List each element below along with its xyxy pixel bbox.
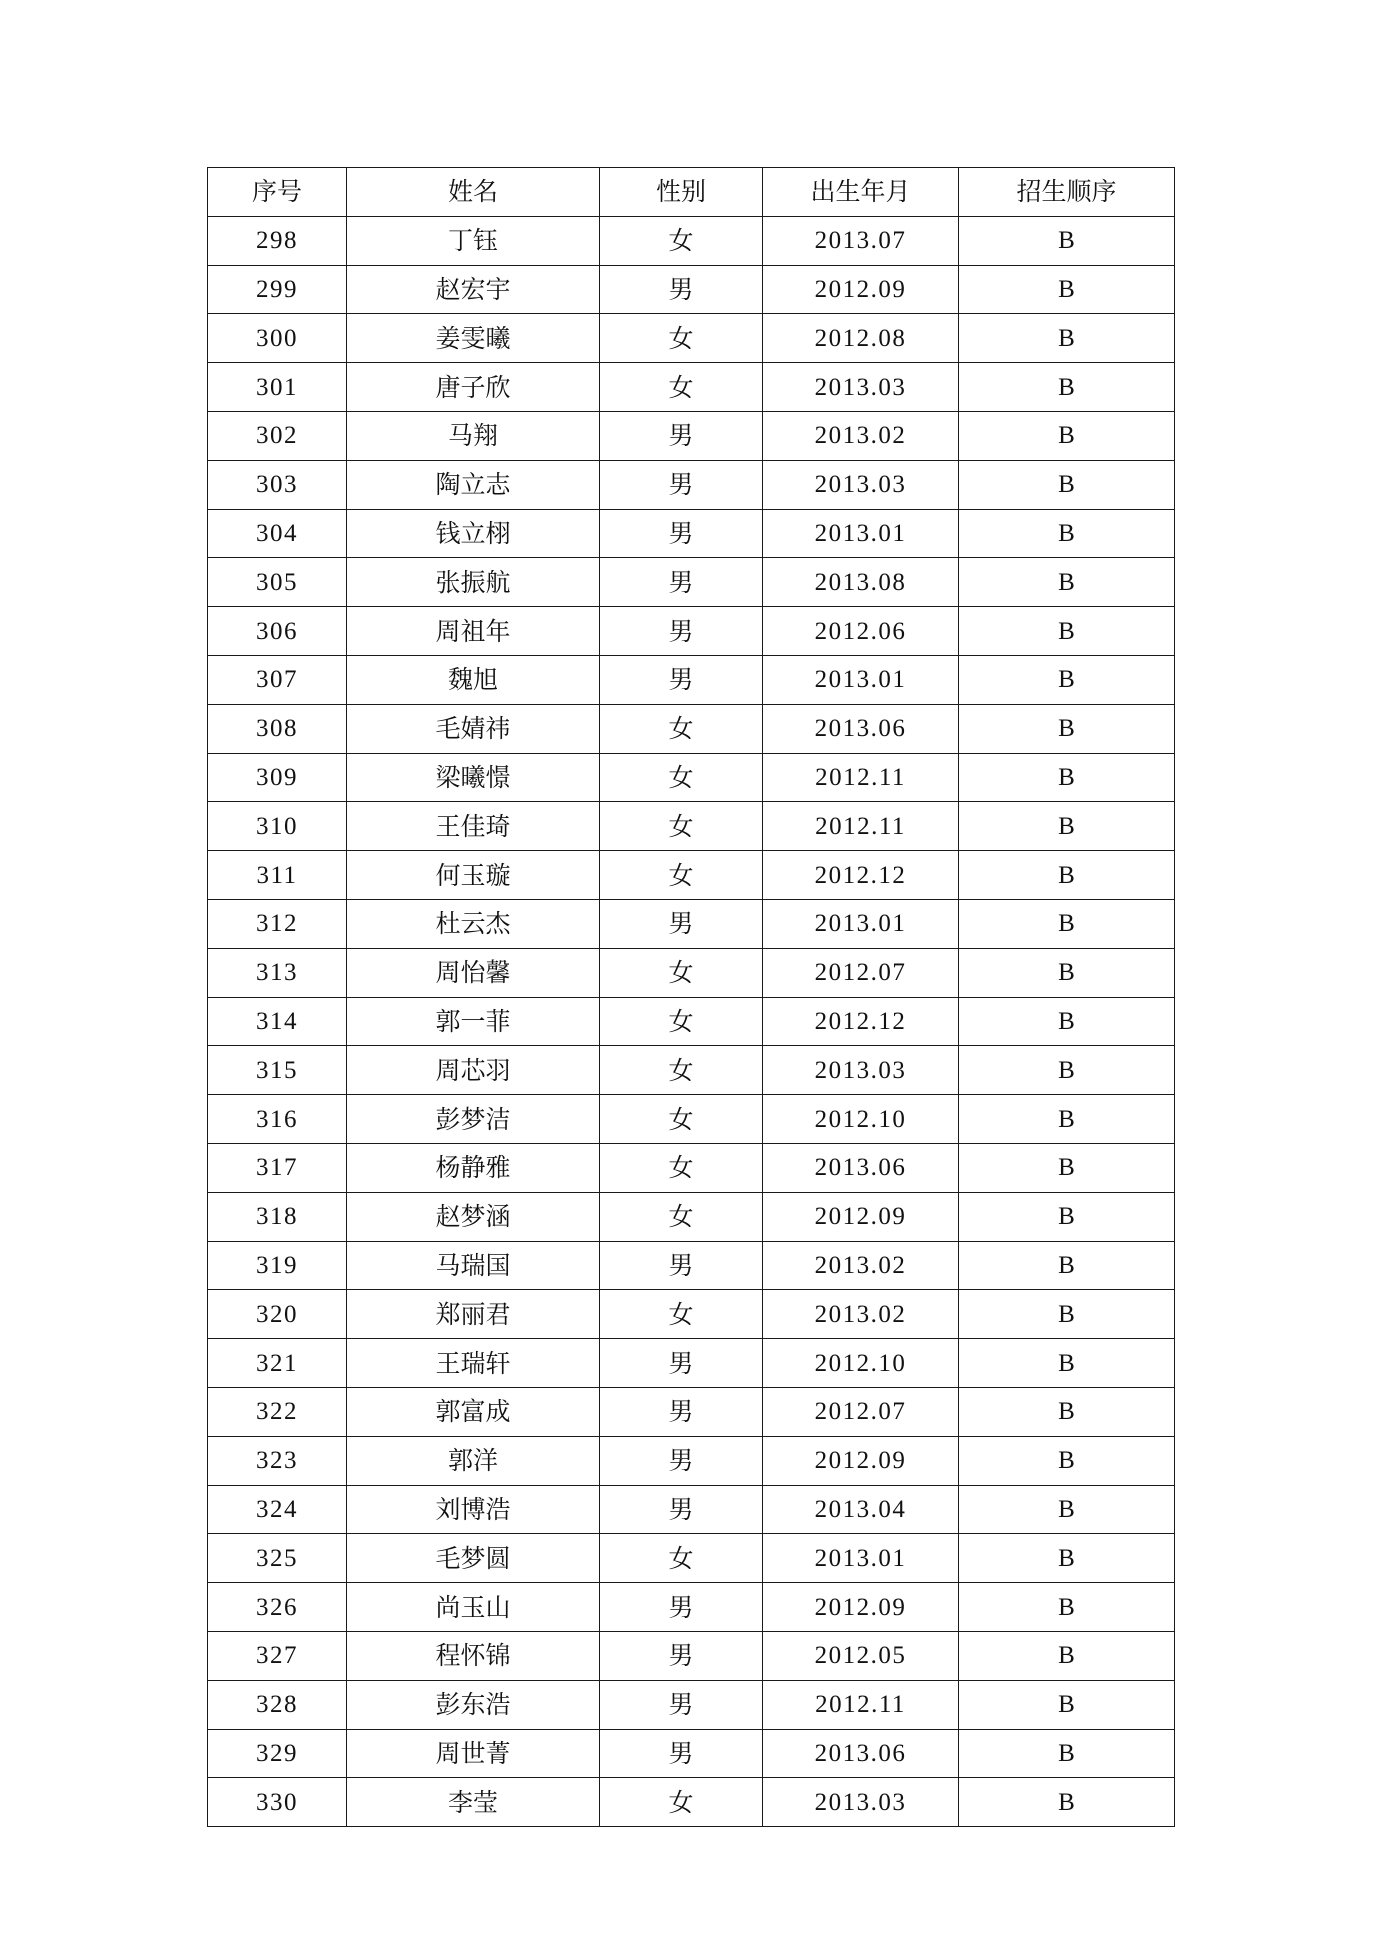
serial-number-cell: 315 <box>208 1046 347 1095</box>
name-cell: 杨静雅 <box>347 1143 600 1192</box>
table-row <box>208 1192 1175 1241</box>
birth-month-cell: 2012.12 <box>763 851 959 900</box>
serial-number-cell: 309 <box>208 753 347 802</box>
serial-number-cell: 319 <box>208 1241 347 1290</box>
name-cell: 梁曦憬 <box>347 753 600 802</box>
table-row <box>208 509 1175 558</box>
table-row <box>208 997 1175 1046</box>
admission-order-cell: B <box>959 1339 1175 1388</box>
table-row <box>208 704 1175 753</box>
serial-number-cell: 300 <box>208 314 347 363</box>
birth-month-cell: 2012.07 <box>763 1387 959 1436</box>
table-row <box>208 363 1175 412</box>
admission-order-cell: B <box>959 704 1175 753</box>
birth-month-cell: 2012.10 <box>763 1339 959 1388</box>
table-row <box>208 1631 1175 1680</box>
gender-cell: 女 <box>600 997 763 1046</box>
name-cell: 赵梦涵 <box>347 1192 600 1241</box>
name-cell: 尚玉山 <box>347 1583 600 1632</box>
admission-order-cell: B <box>959 1290 1175 1339</box>
admission-order-cell: B <box>959 411 1175 460</box>
table-row <box>208 899 1175 948</box>
serial-number-cell: 327 <box>208 1631 347 1680</box>
name-cell: 王佳琦 <box>347 802 600 851</box>
serial-number-cell: 305 <box>208 558 347 607</box>
gender-cell: 男 <box>600 509 763 558</box>
header-gender: 性别 <box>600 168 763 217</box>
name-cell: 赵宏宇 <box>347 265 600 314</box>
gender-cell: 男 <box>600 1387 763 1436</box>
serial-number-cell: 330 <box>208 1778 347 1827</box>
birth-month-cell: 2012.11 <box>763 753 959 802</box>
serial-number-cell: 311 <box>208 851 347 900</box>
birth-month-cell: 2012.06 <box>763 607 959 656</box>
gender-cell: 女 <box>600 1046 763 1095</box>
table-row <box>208 1046 1175 1095</box>
name-cell: 郭洋 <box>347 1436 600 1485</box>
name-cell: 周芯羽 <box>347 1046 600 1095</box>
gender-cell: 女 <box>600 1143 763 1192</box>
birth-month-cell: 2013.03 <box>763 1778 959 1827</box>
admission-order-cell: B <box>959 1387 1175 1436</box>
birth-month-cell: 2012.09 <box>763 1192 959 1241</box>
table-body <box>208 216 1175 1826</box>
serial-number-cell: 320 <box>208 1290 347 1339</box>
gender-cell: 男 <box>600 899 763 948</box>
serial-number-cell: 312 <box>208 899 347 948</box>
name-cell: 丁钰 <box>347 216 600 265</box>
header-serial-number: 序号 <box>208 168 347 217</box>
birth-month-cell: 2013.01 <box>763 1534 959 1583</box>
admission-order-cell: B <box>959 1631 1175 1680</box>
name-cell: 周世菁 <box>347 1729 600 1778</box>
admission-order-cell: B <box>959 1192 1175 1241</box>
serial-number-cell: 313 <box>208 948 347 997</box>
birth-month-cell: 2012.10 <box>763 1095 959 1144</box>
name-cell: 王瑞轩 <box>347 1339 600 1388</box>
serial-number-cell: 302 <box>208 411 347 460</box>
name-cell: 彭梦洁 <box>347 1095 600 1144</box>
admission-order-cell: B <box>959 1680 1175 1729</box>
table-row <box>208 1485 1175 1534</box>
table-row <box>208 1290 1175 1339</box>
gender-cell: 女 <box>600 363 763 412</box>
gender-cell: 女 <box>600 1290 763 1339</box>
name-cell: 毛梦圆 <box>347 1534 600 1583</box>
table-row <box>208 753 1175 802</box>
admission-order-cell: B <box>959 314 1175 363</box>
gender-cell: 男 <box>600 1631 763 1680</box>
admission-order-cell: B <box>959 1436 1175 1485</box>
serial-number-cell: 303 <box>208 460 347 509</box>
name-cell: 马瑞国 <box>347 1241 600 1290</box>
admission-list-table-container <box>207 167 1174 1827</box>
serial-number-cell: 321 <box>208 1339 347 1388</box>
name-cell: 张振航 <box>347 558 600 607</box>
name-cell: 何玉璇 <box>347 851 600 900</box>
table-row <box>208 1241 1175 1290</box>
birth-month-cell: 2012.08 <box>763 314 959 363</box>
admission-order-cell: B <box>959 1143 1175 1192</box>
table-row <box>208 1680 1175 1729</box>
serial-number-cell: 328 <box>208 1680 347 1729</box>
serial-number-cell: 314 <box>208 997 347 1046</box>
gender-cell: 女 <box>600 1778 763 1827</box>
gender-cell: 男 <box>600 1339 763 1388</box>
name-cell: 马翔 <box>347 411 600 460</box>
birth-month-cell: 2013.02 <box>763 411 959 460</box>
admission-order-cell: B <box>959 1778 1175 1827</box>
name-cell: 程怀锦 <box>347 1631 600 1680</box>
header-birth-month: 出生年月 <box>763 168 959 217</box>
gender-cell: 男 <box>600 1241 763 1290</box>
admission-order-cell: B <box>959 607 1175 656</box>
admission-order-cell: B <box>959 509 1175 558</box>
name-cell: 魏旭 <box>347 655 600 704</box>
birth-month-cell: 2012.11 <box>763 1680 959 1729</box>
birth-month-cell: 2013.01 <box>763 509 959 558</box>
admission-order-cell: B <box>959 460 1175 509</box>
gender-cell: 男 <box>600 558 763 607</box>
gender-cell: 女 <box>600 1095 763 1144</box>
birth-month-cell: 2012.09 <box>763 1583 959 1632</box>
table-row <box>208 460 1175 509</box>
name-cell: 周祖年 <box>347 607 600 656</box>
birth-month-cell: 2013.01 <box>763 655 959 704</box>
table-row <box>208 314 1175 363</box>
header-admission-order: 招生顺序 <box>959 168 1175 217</box>
birth-month-cell: 2013.02 <box>763 1241 959 1290</box>
table-row <box>208 1436 1175 1485</box>
admission-list-table <box>207 167 1175 1827</box>
serial-number-cell: 304 <box>208 509 347 558</box>
serial-number-cell: 329 <box>208 1729 347 1778</box>
admission-order-cell: B <box>959 1583 1175 1632</box>
admission-order-cell: B <box>959 363 1175 412</box>
serial-number-cell: 301 <box>208 363 347 412</box>
name-cell: 钱立栩 <box>347 509 600 558</box>
table-header <box>208 168 1175 217</box>
gender-cell: 男 <box>600 265 763 314</box>
admission-order-cell: B <box>959 899 1175 948</box>
serial-number-cell: 299 <box>208 265 347 314</box>
birth-month-cell: 2013.06 <box>763 1143 959 1192</box>
gender-cell: 男 <box>600 1680 763 1729</box>
gender-cell: 男 <box>600 1485 763 1534</box>
header-name: 姓名 <box>347 168 600 217</box>
table-row <box>208 948 1175 997</box>
name-cell: 杜云杰 <box>347 899 600 948</box>
birth-month-cell: 2013.08 <box>763 558 959 607</box>
table-row <box>208 558 1175 607</box>
gender-cell: 女 <box>600 216 763 265</box>
name-cell: 李莹 <box>347 1778 600 1827</box>
admission-order-cell: B <box>959 1485 1175 1534</box>
name-cell: 周怡馨 <box>347 948 600 997</box>
admission-order-cell: B <box>959 1095 1175 1144</box>
gender-cell: 男 <box>600 460 763 509</box>
admission-order-cell: B <box>959 997 1175 1046</box>
serial-number-cell: 325 <box>208 1534 347 1583</box>
serial-number-cell: 317 <box>208 1143 347 1192</box>
serial-number-cell: 326 <box>208 1583 347 1632</box>
table-row <box>208 1095 1175 1144</box>
name-cell: 刘博浩 <box>347 1485 600 1534</box>
admission-order-cell: B <box>959 1729 1175 1778</box>
gender-cell: 女 <box>600 948 763 997</box>
birth-month-cell: 2012.12 <box>763 997 959 1046</box>
table-row <box>208 411 1175 460</box>
admission-order-cell: B <box>959 753 1175 802</box>
gender-cell: 男 <box>600 411 763 460</box>
gender-cell: 女 <box>600 1534 763 1583</box>
admission-order-cell: B <box>959 802 1175 851</box>
table-row <box>208 216 1175 265</box>
gender-cell: 女 <box>600 704 763 753</box>
birth-month-cell: 2013.02 <box>763 1290 959 1339</box>
table-row <box>208 655 1175 704</box>
admission-order-cell: B <box>959 655 1175 704</box>
birth-month-cell: 2013.06 <box>763 704 959 753</box>
birth-month-cell: 2012.07 <box>763 948 959 997</box>
name-cell: 郭富成 <box>347 1387 600 1436</box>
birth-month-cell: 2013.01 <box>763 899 959 948</box>
gender-cell: 女 <box>600 314 763 363</box>
birth-month-cell: 2012.11 <box>763 802 959 851</box>
table-row <box>208 265 1175 314</box>
name-cell: 姜雯曦 <box>347 314 600 363</box>
name-cell: 郑丽君 <box>347 1290 600 1339</box>
table-row <box>208 851 1175 900</box>
serial-number-cell: 306 <box>208 607 347 656</box>
birth-month-cell: 2012.09 <box>763 1436 959 1485</box>
serial-number-cell: 310 <box>208 802 347 851</box>
gender-cell: 男 <box>600 655 763 704</box>
header-row <box>208 168 1175 217</box>
gender-cell: 男 <box>600 1436 763 1485</box>
birth-month-cell: 2013.06 <box>763 1729 959 1778</box>
gender-cell: 女 <box>600 1192 763 1241</box>
table-row <box>208 1534 1175 1583</box>
name-cell: 毛婧祎 <box>347 704 600 753</box>
serial-number-cell: 322 <box>208 1387 347 1436</box>
table-row <box>208 1778 1175 1827</box>
admission-order-cell: B <box>959 1046 1175 1095</box>
table-row <box>208 607 1175 656</box>
gender-cell: 男 <box>600 607 763 656</box>
admission-order-cell: B <box>959 558 1175 607</box>
name-cell: 彭东浩 <box>347 1680 600 1729</box>
admission-order-cell: B <box>959 851 1175 900</box>
gender-cell: 女 <box>600 851 763 900</box>
serial-number-cell: 308 <box>208 704 347 753</box>
table-row <box>208 1387 1175 1436</box>
serial-number-cell: 318 <box>208 1192 347 1241</box>
table-row <box>208 802 1175 851</box>
serial-number-cell: 323 <box>208 1436 347 1485</box>
name-cell: 唐子欣 <box>347 363 600 412</box>
gender-cell: 女 <box>600 802 763 851</box>
admission-order-cell: B <box>959 1241 1175 1290</box>
birth-month-cell: 2013.04 <box>763 1485 959 1534</box>
admission-order-cell: B <box>959 216 1175 265</box>
birth-month-cell: 2013.07 <box>763 216 959 265</box>
table-row <box>208 1729 1175 1778</box>
gender-cell: 女 <box>600 753 763 802</box>
gender-cell: 男 <box>600 1729 763 1778</box>
admission-order-cell: B <box>959 1534 1175 1583</box>
serial-number-cell: 324 <box>208 1485 347 1534</box>
table-row <box>208 1143 1175 1192</box>
table-row <box>208 1583 1175 1632</box>
serial-number-cell: 307 <box>208 655 347 704</box>
birth-month-cell: 2012.05 <box>763 1631 959 1680</box>
serial-number-cell: 316 <box>208 1095 347 1144</box>
birth-month-cell: 2013.03 <box>763 363 959 412</box>
birth-month-cell: 2013.03 <box>763 1046 959 1095</box>
admission-order-cell: B <box>959 948 1175 997</box>
table-row <box>208 1339 1175 1388</box>
name-cell: 陶立志 <box>347 460 600 509</box>
gender-cell: 男 <box>600 1583 763 1632</box>
name-cell: 郭一菲 <box>347 997 600 1046</box>
birth-month-cell: 2012.09 <box>763 265 959 314</box>
admission-order-cell: B <box>959 265 1175 314</box>
serial-number-cell: 298 <box>208 216 347 265</box>
birth-month-cell: 2013.03 <box>763 460 959 509</box>
